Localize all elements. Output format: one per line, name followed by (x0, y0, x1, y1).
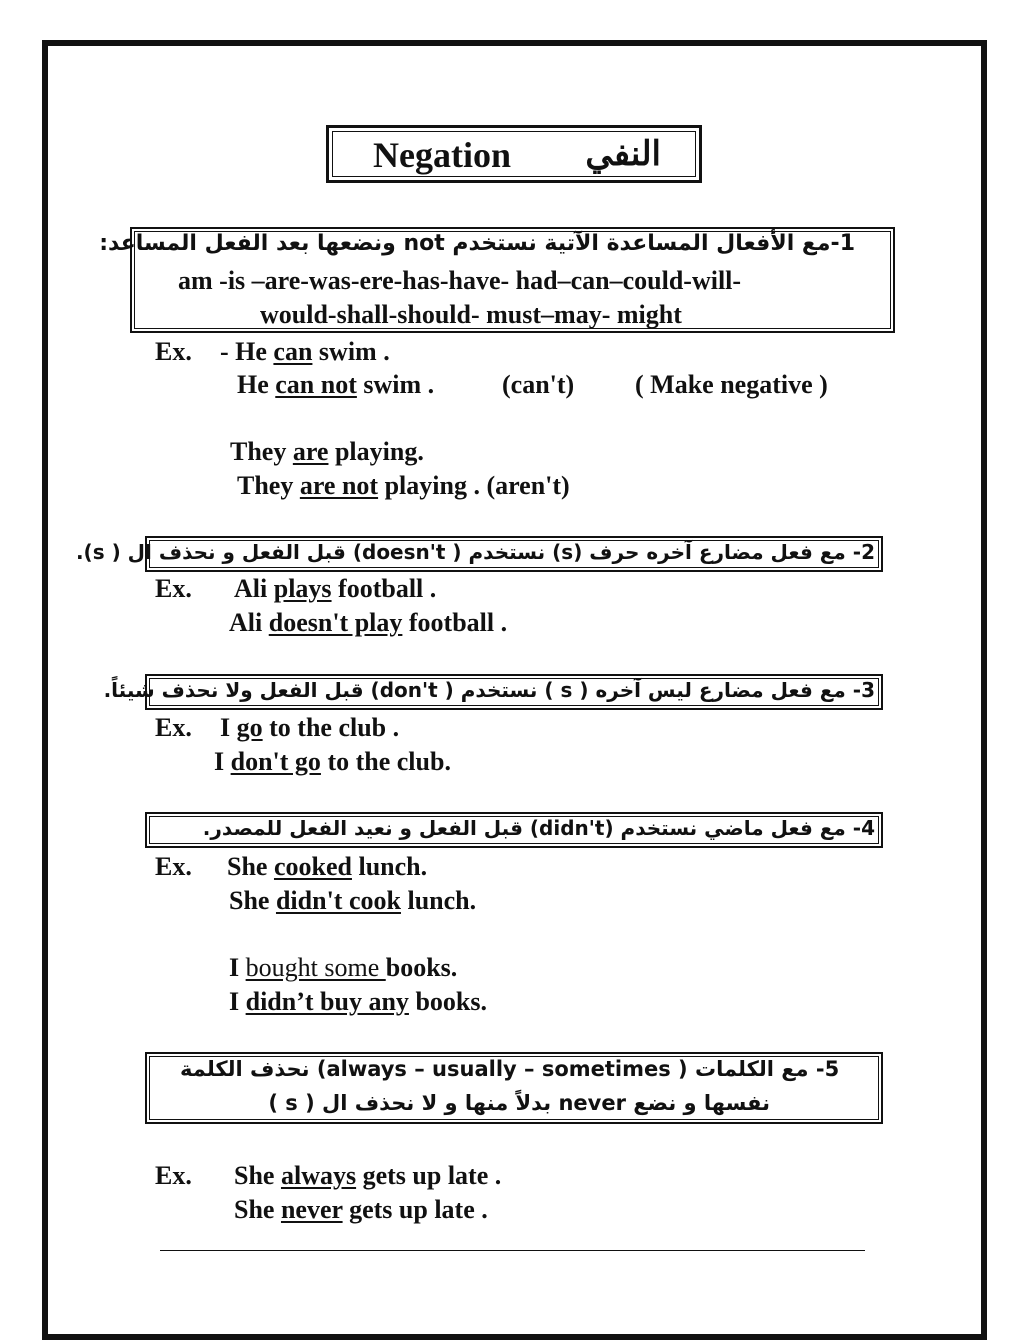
title-arabic: النفي (585, 136, 661, 173)
example-4-sentence-a (227, 852, 427, 882)
example-4-sentence-d (229, 987, 487, 1017)
sentence-text: He (237, 370, 269, 399)
example-1-sentence-d (237, 471, 570, 501)
underlined-phrase: didn’t buy any (245, 987, 409, 1016)
sentence-text: football . (408, 608, 508, 637)
example-5-label: Ex. (155, 1161, 192, 1190)
example-1-sentence-c (230, 437, 424, 467)
rule-5-arabic-line-2: نفسها و نضع never بدلاً منها و لا نحذف ال ( s ) (268, 1091, 770, 1115)
underlined-verb: cooked (273, 852, 352, 881)
underlined-verb: don't go (230, 747, 321, 776)
example-1-label: Ex. (155, 337, 192, 366)
sentence-text: swim . (363, 370, 435, 399)
underlined-verb: are not (299, 471, 379, 500)
sentence-text: gets up late . (362, 1161, 502, 1190)
underlined-phrase: bought some (245, 953, 386, 982)
example-2-sentence-b (229, 608, 507, 638)
sentence-text: gets up late . (349, 1195, 488, 1224)
title-english: Negation (373, 135, 511, 175)
sentence-text: football . (338, 574, 437, 603)
underlined-verb: can not (275, 370, 357, 399)
underlined-adverb: never (280, 1195, 343, 1224)
sentence-text: to the club . (269, 713, 400, 742)
rule-3-arabic: 3- مع فعل مضارع ليس آخره ( s ) نستخدم ( don't) قبل الفعل ولا نحذف شيئاً. (103, 678, 875, 702)
sentence-text: swim . (318, 337, 390, 366)
example-3-label: Ex. (155, 713, 192, 742)
example-2-label: Ex. (155, 574, 192, 603)
sentence-text: They (230, 437, 287, 466)
sentence-text: lunch. (358, 852, 428, 881)
sentence-text: I (220, 713, 231, 742)
rule-2-arabic: 2- مع فعل مضارع آخره حرف (s) نستخدم ( doesn't) قبل الفعل و نحذف ال ( s). (75, 540, 875, 564)
sentence-text: She (234, 1161, 275, 1190)
rule-4-arabic: 4- مع فعل ماضي نستخدم (didn't) قبل الفعل و نعيد الفعل للمصدر. (202, 816, 875, 840)
sentence-text: I (229, 987, 240, 1016)
sentence-text: I (214, 747, 225, 776)
sentence-text: books. (415, 987, 487, 1016)
example-4-label: Ex. (155, 852, 192, 881)
underlined-verb: didn't cook (275, 886, 401, 915)
rule-1-verbs-line-1: am -is –are-was-ere-has-have- had–can–could-will- (178, 266, 742, 295)
sentence-text: Ali (234, 574, 268, 603)
example-5-sentence-b (234, 1195, 488, 1225)
sentence-text: lunch. (407, 886, 477, 915)
example-3-sentence-a (220, 713, 399, 743)
example-1-instruction: ( Make negative ) (635, 370, 828, 399)
sentence-text: She (227, 852, 268, 881)
sentence-text: She (229, 886, 270, 915)
example-4-sentence-c (229, 953, 457, 983)
sentence-text: playing. (334, 437, 424, 466)
title-box (326, 125, 702, 183)
bottom-divider (160, 1250, 865, 1251)
rule-5-arabic-line-1: 5- مع الكلمات ( always – usually – sometimes) نحذف الكلمة (180, 1057, 840, 1081)
underlined-verb: plays (273, 574, 332, 603)
example-1-sentence-a (220, 337, 390, 367)
rule-1-arabic: 1-مع الأفعال المساعدة الآتية نستخدم not ونضعها بعد الفعل المساعد: (99, 231, 855, 256)
sentence-text: to the club. (327, 747, 451, 776)
underlined-verb: are (292, 437, 329, 466)
rule-1-verbs-line-2: would-shall-should- must–may- might (260, 300, 682, 329)
example-2-sentence-a (234, 574, 436, 604)
underlined-verb: can (273, 337, 313, 366)
sentence-text: She (234, 1195, 275, 1224)
sentence-text: They (237, 471, 294, 500)
underlined-adverb: always (280, 1161, 357, 1190)
example-1-short-form: (can't) (502, 370, 575, 399)
example-5-sentence-a (234, 1161, 501, 1191)
sentence-text: I (229, 953, 240, 982)
example-1-sentence-b (237, 370, 434, 400)
sentence-text: Ali (229, 608, 263, 637)
example-3-sentence-b (214, 747, 451, 777)
sentence-text: books. (385, 953, 458, 982)
underlined-verb: go (236, 713, 263, 742)
underlined-verb: doesn't play (268, 608, 403, 637)
sentence-text: - He (220, 337, 267, 366)
example-4-sentence-b (229, 886, 476, 916)
sentence-text: playing . (aren't) (384, 471, 570, 500)
